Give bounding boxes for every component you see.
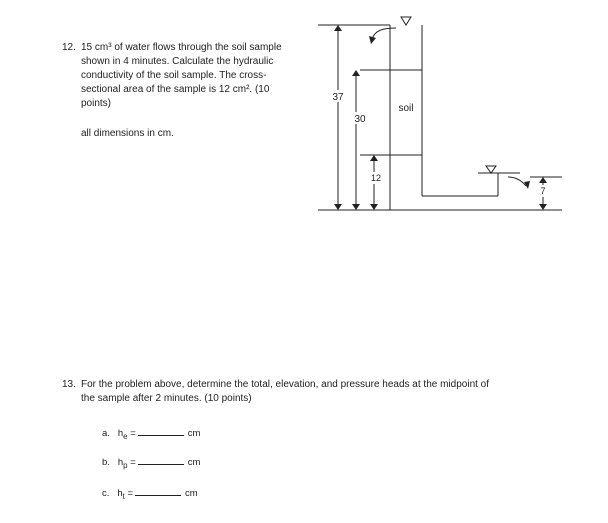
dimension-12-top-arrow	[370, 155, 378, 161]
answer-a-subscript: e	[123, 431, 128, 441]
answer-b-unit: cm	[187, 457, 201, 468]
answer-a-equals: =	[130, 428, 136, 439]
answer-c-equals: =	[127, 488, 134, 499]
outflow-curve	[508, 177, 526, 186]
answer-b-blank[interactable]	[138, 455, 184, 465]
upper-water-level-icon	[401, 17, 411, 25]
dimension-37-label: 37	[332, 92, 344, 103]
question-12-line-1: 15 cm³ of water flows through the soil sample	[81, 42, 282, 53]
outlet-water-level-icon	[486, 166, 496, 173]
dimension-12-bottom-arrow	[370, 204, 378, 210]
inflow-arrowhead-icon	[369, 36, 376, 44]
answer-a-blank[interactable]	[138, 426, 184, 436]
answer-c-variable: h	[117, 488, 123, 499]
dimension-7-bottom-arrow	[539, 204, 547, 210]
answer-c-subscript: t	[122, 491, 125, 501]
dimension-7-top-arrow	[539, 177, 547, 183]
question-13-number: 13.	[62, 379, 76, 390]
answer-a-letter: a.	[102, 428, 110, 439]
answer-b-equals: =	[130, 457, 136, 468]
dimension-30-bottom-arrow	[352, 204, 360, 210]
answer-c-letter: c.	[102, 488, 110, 499]
question-13-body	[81, 378, 592, 406]
dimension-37-top-arrow	[334, 25, 342, 31]
answer-c-unit: cm	[185, 488, 198, 499]
dimensions-note: all dimensions in cm.	[81, 128, 174, 139]
answer-c	[102, 486, 198, 501]
answer-b-subscript: p	[123, 460, 128, 470]
answer-a-variable: h	[117, 428, 124, 439]
answer-b-variable: h	[117, 457, 124, 468]
question-12-line-3: conductivity of the soil sample. The cross-	[81, 70, 267, 81]
question-13-line-1: For the problem above, determine the total, elevation, and pressure heads at the midpoint of	[81, 379, 490, 390]
question-12-line-4: sectional area of the sample is 12 cm². (10	[81, 84, 270, 95]
question-13-line-2: the sample after 2 minutes. (10 points)	[81, 393, 252, 404]
answer-b	[102, 455, 200, 470]
soil-label: soil	[398, 103, 414, 114]
question-12-line-2: shown in 4 minutes. Calculate the hydraulic	[81, 56, 274, 67]
dimension-30-top-arrow	[352, 70, 360, 76]
answer-c-blank[interactable]	[135, 486, 181, 496]
answer-b-letter: b.	[102, 457, 110, 468]
dimension-12-label: 12	[370, 173, 382, 183]
question-12-number: 12.	[62, 42, 76, 53]
question-12-line-5: points)	[81, 98, 112, 109]
answer-a	[102, 426, 200, 441]
dimension-7-label: 7	[540, 186, 546, 196]
question-13	[62, 378, 592, 406]
answer-a-unit: cm	[187, 428, 201, 439]
dimension-30-label: 30	[354, 114, 366, 125]
dimension-37-bottom-arrow	[334, 204, 342, 210]
